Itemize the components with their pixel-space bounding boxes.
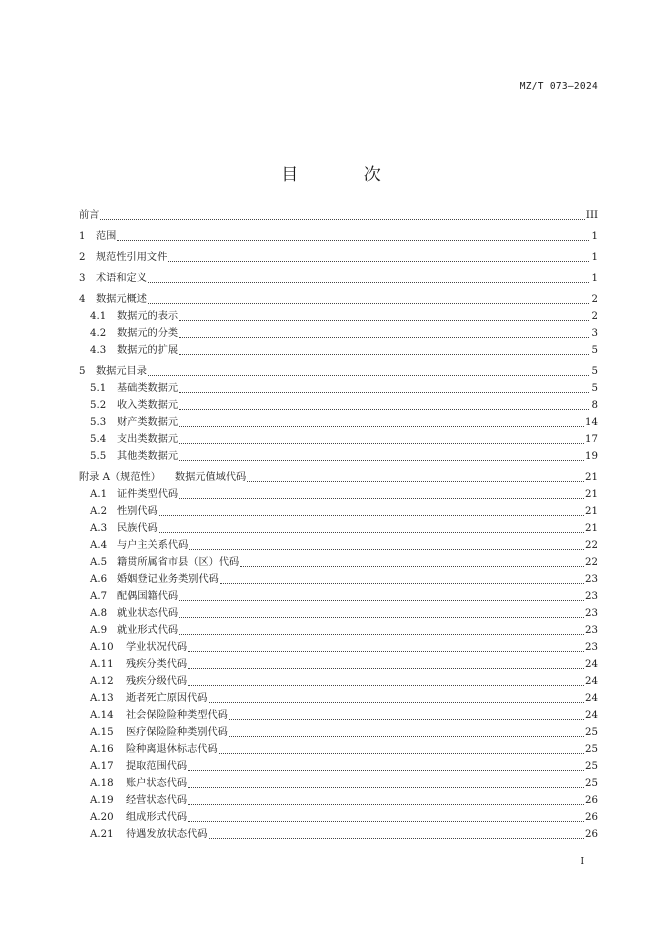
toc-entry-page: 22 bbox=[585, 540, 598, 551]
toc-entry[interactable] bbox=[79, 724, 598, 741]
toc-entry[interactable] bbox=[79, 622, 598, 639]
toc-entry-number: A.1 bbox=[90, 489, 108, 500]
toc-entry-number: 4.2 bbox=[90, 328, 107, 339]
toc-entry-number: 5.3 bbox=[90, 417, 107, 428]
toc-entry-page: 21 bbox=[585, 489, 598, 500]
toc-entry[interactable] bbox=[79, 249, 598, 266]
dot-leader bbox=[148, 374, 589, 376]
dot-leader bbox=[179, 599, 584, 601]
toc-entry-title: 性别代码 bbox=[117, 506, 158, 517]
toc-entry-page: 22 bbox=[585, 557, 598, 568]
toc-entry-page: 19 bbox=[585, 451, 598, 462]
table-of-contents bbox=[79, 207, 598, 843]
toc-entry-number: A.11 bbox=[90, 659, 114, 670]
dot-leader bbox=[188, 803, 584, 805]
toc-entry-page: 24 bbox=[585, 676, 598, 687]
toc-entry-title: 婚姻登记业务类别代码 bbox=[117, 574, 219, 585]
toc-entry-number: A.12 bbox=[90, 676, 114, 687]
dot-leader bbox=[179, 616, 584, 618]
toc-entry[interactable] bbox=[79, 207, 598, 224]
toc-entry[interactable] bbox=[79, 448, 598, 465]
dot-leader bbox=[179, 442, 584, 444]
toc-entry-page: 23 bbox=[585, 642, 598, 653]
toc-entry-page: 23 bbox=[585, 591, 598, 602]
dot-leader bbox=[179, 459, 584, 461]
page-title: 目 次 bbox=[281, 165, 411, 185]
dot-leader bbox=[168, 260, 589, 262]
toc-entry-number: A.2 bbox=[90, 506, 108, 517]
toc-entry-title: 数据元的分类 bbox=[117, 328, 179, 339]
toc-entry-number: 4 bbox=[79, 294, 86, 305]
toc-entry-title: 术语和定义 bbox=[96, 273, 147, 284]
dot-leader bbox=[159, 531, 584, 533]
toc-entry-page: 23 bbox=[585, 625, 598, 636]
dot-leader bbox=[148, 302, 589, 304]
toc-entry-number: 2 bbox=[79, 252, 86, 263]
toc-entry-title: 数据元概述 bbox=[96, 294, 147, 305]
dot-leader bbox=[179, 353, 589, 355]
dot-leader bbox=[179, 633, 584, 635]
toc-entry-number: A.14 bbox=[90, 710, 114, 721]
toc-entry-page: 24 bbox=[585, 659, 598, 670]
toc-entry[interactable] bbox=[79, 291, 598, 308]
toc-entry-title: 配偶国籍代码 bbox=[117, 591, 179, 602]
toc-entry-title: 数据元的表示 bbox=[117, 311, 179, 322]
toc-entry[interactable] bbox=[79, 588, 598, 605]
toc-entry-page: 14 bbox=[585, 417, 598, 428]
toc-entry-number: A.9 bbox=[90, 625, 108, 636]
toc-entry-number: A.16 bbox=[90, 744, 114, 755]
toc-entry[interactable] bbox=[79, 707, 598, 724]
toc-entry-page: 23 bbox=[585, 608, 598, 619]
toc-entry-number: 1 bbox=[79, 231, 86, 242]
dot-leader bbox=[188, 786, 584, 788]
toc-entry-number: A.10 bbox=[90, 642, 114, 653]
toc-entry-page: 25 bbox=[585, 761, 598, 772]
toc-entry-title: 基础类数据元 bbox=[117, 383, 179, 394]
toc-entry-page: 5 bbox=[591, 366, 598, 377]
toc-entry-title: 范围 bbox=[96, 231, 117, 242]
toc-entry-number: A.6 bbox=[90, 574, 108, 585]
toc-entry[interactable] bbox=[79, 270, 598, 287]
toc-entry[interactable] bbox=[79, 809, 598, 826]
toc-entry-page: 2 bbox=[591, 311, 598, 322]
toc-entry-title: 待遇发放状态代码 bbox=[126, 829, 208, 840]
toc-entry[interactable] bbox=[79, 380, 598, 397]
toc-entry[interactable] bbox=[79, 397, 598, 414]
toc-entry[interactable] bbox=[79, 325, 598, 342]
toc-entry[interactable] bbox=[79, 758, 598, 775]
toc-entry-number: A.18 bbox=[90, 778, 114, 789]
toc-entry-page: 26 bbox=[585, 812, 598, 823]
dot-leader bbox=[117, 239, 589, 241]
toc-entry-title: 就业状态代码 bbox=[117, 608, 179, 619]
toc-entry[interactable] bbox=[79, 431, 598, 448]
toc-entry[interactable] bbox=[79, 503, 598, 520]
toc-entry[interactable] bbox=[79, 537, 598, 554]
toc-entry-title: 民族代码 bbox=[117, 523, 158, 534]
toc-entry-title: 与户主关系代码 bbox=[117, 540, 189, 551]
toc-entry-page: 25 bbox=[585, 727, 598, 738]
toc-entry[interactable] bbox=[79, 605, 598, 622]
dot-leader bbox=[188, 769, 584, 771]
toc-entry-title: 账户状态代码 bbox=[126, 778, 188, 789]
toc-entry-page: 1 bbox=[591, 231, 598, 242]
toc-entry-number: A.3 bbox=[90, 523, 108, 534]
toc-entry-page: 23 bbox=[585, 574, 598, 585]
toc-entry-page: 17 bbox=[585, 434, 598, 445]
dot-leader bbox=[148, 281, 589, 283]
toc-entry-number: A.21 bbox=[90, 829, 114, 840]
toc-entry-title: 学业状况代码 bbox=[126, 642, 188, 653]
dot-leader bbox=[189, 548, 584, 550]
dot-leader bbox=[179, 408, 589, 410]
dot-leader bbox=[159, 514, 584, 516]
toc-entry-page: 25 bbox=[585, 778, 598, 789]
toc-entry[interactable] bbox=[79, 690, 598, 707]
toc-entry-page: 26 bbox=[585, 829, 598, 840]
toc-entry-page: 24 bbox=[585, 710, 598, 721]
toc-entry-title: 残疾分级代码 bbox=[126, 676, 188, 687]
toc-entry-title: 社会保险险种类型代码 bbox=[126, 710, 228, 721]
toc-entry-title: 医疗保险险种类别代码 bbox=[126, 727, 228, 738]
toc-entry[interactable] bbox=[79, 228, 598, 245]
dot-leader bbox=[188, 684, 584, 686]
toc-entry-page: 25 bbox=[585, 744, 598, 755]
toc-entry-number: 4.1 bbox=[90, 311, 107, 322]
toc-entry-page: 8 bbox=[591, 400, 598, 411]
toc-entry-title: 籍贯所属省市县（区）代码 bbox=[117, 557, 240, 568]
dot-leader bbox=[219, 752, 584, 754]
dot-leader bbox=[179, 336, 589, 338]
toc-entry-page: 1 bbox=[591, 252, 598, 263]
toc-entry-title: 经营状态代码 bbox=[126, 795, 188, 806]
toc-entry-title: 前言 bbox=[79, 210, 100, 221]
toc-entry-page: 1 bbox=[591, 273, 598, 284]
toc-entry-number: A.8 bbox=[90, 608, 108, 619]
toc-entry-title: 证件类型代码 bbox=[117, 489, 179, 500]
dot-leader bbox=[188, 650, 584, 652]
toc-entry-number: 5 bbox=[79, 366, 86, 377]
toc-entry-number: A.4 bbox=[90, 540, 108, 551]
dot-leader bbox=[188, 667, 584, 669]
toc-entry-title: 数据元的扩展 bbox=[117, 345, 179, 356]
dot-leader bbox=[179, 319, 589, 321]
toc-entry[interactable] bbox=[79, 775, 598, 792]
toc-entry-number: 附录 A（规范性） bbox=[79, 472, 161, 483]
toc-entry-page: 5 bbox=[591, 345, 598, 356]
dot-leader bbox=[247, 480, 584, 482]
toc-entry-number: 5.4 bbox=[90, 434, 107, 445]
dot-leader bbox=[188, 820, 584, 822]
toc-entry-number: A.13 bbox=[90, 693, 114, 704]
toc-entry-title: 组成形式代码 bbox=[126, 812, 188, 823]
toc-entry[interactable] bbox=[79, 826, 598, 843]
toc-entry[interactable] bbox=[79, 308, 598, 325]
toc-entry-title: 残疾分类代码 bbox=[126, 659, 188, 670]
toc-entry-page: 2 bbox=[591, 294, 598, 305]
toc-entry[interactable] bbox=[79, 520, 598, 537]
toc-entry[interactable] bbox=[79, 363, 598, 380]
toc-entry-page: 5 bbox=[591, 383, 598, 394]
toc-entry[interactable] bbox=[79, 554, 598, 571]
dot-leader bbox=[220, 582, 584, 584]
dot-leader bbox=[179, 391, 589, 393]
dot-leader bbox=[240, 565, 584, 567]
toc-entry-title: 险种离退休标志代码 bbox=[126, 744, 218, 755]
toc-entry-number: A.7 bbox=[90, 591, 108, 602]
dot-leader bbox=[229, 735, 584, 737]
page-number: I bbox=[580, 857, 584, 867]
toc-entry[interactable] bbox=[79, 469, 598, 486]
toc-entry-number: A.15 bbox=[90, 727, 114, 738]
toc-entry-page: 21 bbox=[585, 472, 598, 483]
toc-entry-title: 财产类数据元 bbox=[117, 417, 179, 428]
toc-entry-title: 逝者死亡原因代码 bbox=[126, 693, 208, 704]
toc-entry-title: 就业形式代码 bbox=[117, 625, 179, 636]
toc-entry-number: 3 bbox=[79, 273, 86, 284]
dot-leader bbox=[209, 837, 585, 839]
toc-entry[interactable] bbox=[79, 792, 598, 809]
toc-entry-number: A.19 bbox=[90, 795, 114, 806]
toc-entry[interactable] bbox=[79, 656, 598, 673]
toc-entry-title: 提取范围代码 bbox=[126, 761, 188, 772]
toc-entry-number: A.17 bbox=[90, 761, 114, 772]
toc-entry[interactable] bbox=[79, 571, 598, 588]
toc-entry[interactable] bbox=[79, 639, 598, 656]
toc-entry[interactable] bbox=[79, 342, 598, 359]
toc-entry-number: 5.5 bbox=[90, 451, 107, 462]
dot-leader bbox=[100, 218, 585, 220]
toc-entry-page: III bbox=[585, 210, 598, 221]
toc-entry-number: A.5 bbox=[90, 557, 108, 568]
toc-entry-page: 24 bbox=[585, 693, 598, 704]
toc-entry-number: A.20 bbox=[90, 812, 114, 823]
toc-entry-title: 数据元值域代码 bbox=[174, 472, 247, 483]
standard-code: MZ/T 073—2024 bbox=[519, 81, 598, 92]
dot-leader bbox=[179, 425, 584, 427]
toc-entry-page: 26 bbox=[585, 795, 598, 806]
toc-entry[interactable] bbox=[79, 486, 598, 503]
toc-entry[interactable] bbox=[79, 741, 598, 758]
toc-entry-title: 支出类数据元 bbox=[117, 434, 179, 445]
toc-entry-title: 规范性引用文件 bbox=[96, 252, 168, 263]
toc-entry-number: 5.2 bbox=[90, 400, 107, 411]
toc-entry-title: 数据元目录 bbox=[96, 366, 147, 377]
toc-entry-page: 21 bbox=[585, 523, 598, 534]
toc-entry-title: 其他类数据元 bbox=[117, 451, 179, 462]
dot-leader bbox=[229, 718, 584, 720]
toc-entry-page: 3 bbox=[591, 328, 598, 339]
dot-leader bbox=[179, 497, 584, 499]
toc-entry-number: 5.1 bbox=[90, 383, 107, 394]
toc-entry[interactable] bbox=[79, 414, 598, 431]
dot-leader bbox=[209, 701, 585, 703]
toc-entry[interactable] bbox=[79, 673, 598, 690]
toc-entry-page: 21 bbox=[585, 506, 598, 517]
toc-entry-title: 收入类数据元 bbox=[117, 400, 179, 411]
toc-entry-number: 4.3 bbox=[90, 345, 107, 356]
